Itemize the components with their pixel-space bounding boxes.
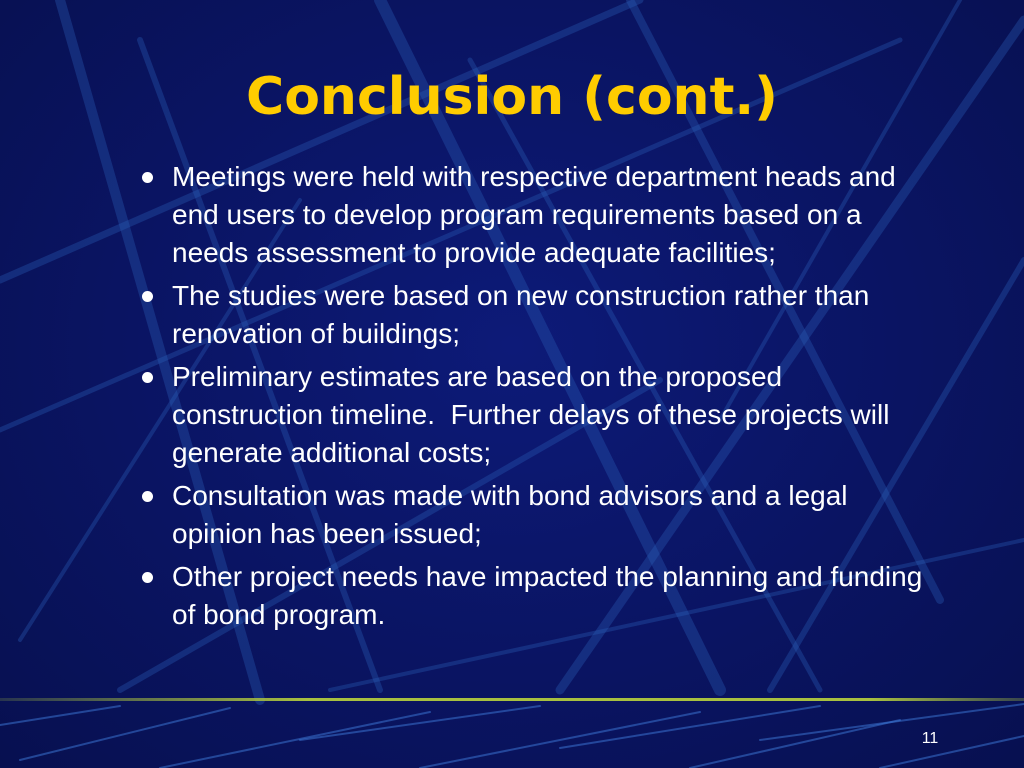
bullet-dot-icon xyxy=(142,291,153,302)
bullet-text: Preliminary estimates are based on the proposed construction timeline. Further delays of these projects will generate additional costs; xyxy=(172,361,898,468)
bullet-text: The studies were based on new construction rather than renovation of buildings; xyxy=(172,280,870,349)
page-number: 11 xyxy=(921,730,939,747)
bullet-dot-icon xyxy=(142,172,153,183)
bullet-text: Consultation was made with bond advisors and a legal opinion has been issued; xyxy=(172,480,848,549)
bullet-item xyxy=(138,558,928,634)
bullet-item xyxy=(138,158,928,272)
bullet-dot-icon xyxy=(142,491,153,502)
bullet-text: Other project needs have impacted the planning and funding of bond program. xyxy=(172,561,923,630)
bullet-dot-icon xyxy=(142,372,153,383)
bullet-text: Meetings were held with respective department heads and end users to develop program requirements based on a needs assessment to provide adequate facilities; xyxy=(172,161,896,268)
bullet-item xyxy=(138,358,928,472)
bullet-item xyxy=(138,477,928,553)
bullet-dot-icon xyxy=(142,572,153,583)
bullet-item xyxy=(138,277,928,353)
footer-divider xyxy=(0,698,1024,701)
slide-title: Conclusion (cont.) xyxy=(246,67,778,127)
bullet-list xyxy=(138,158,928,639)
